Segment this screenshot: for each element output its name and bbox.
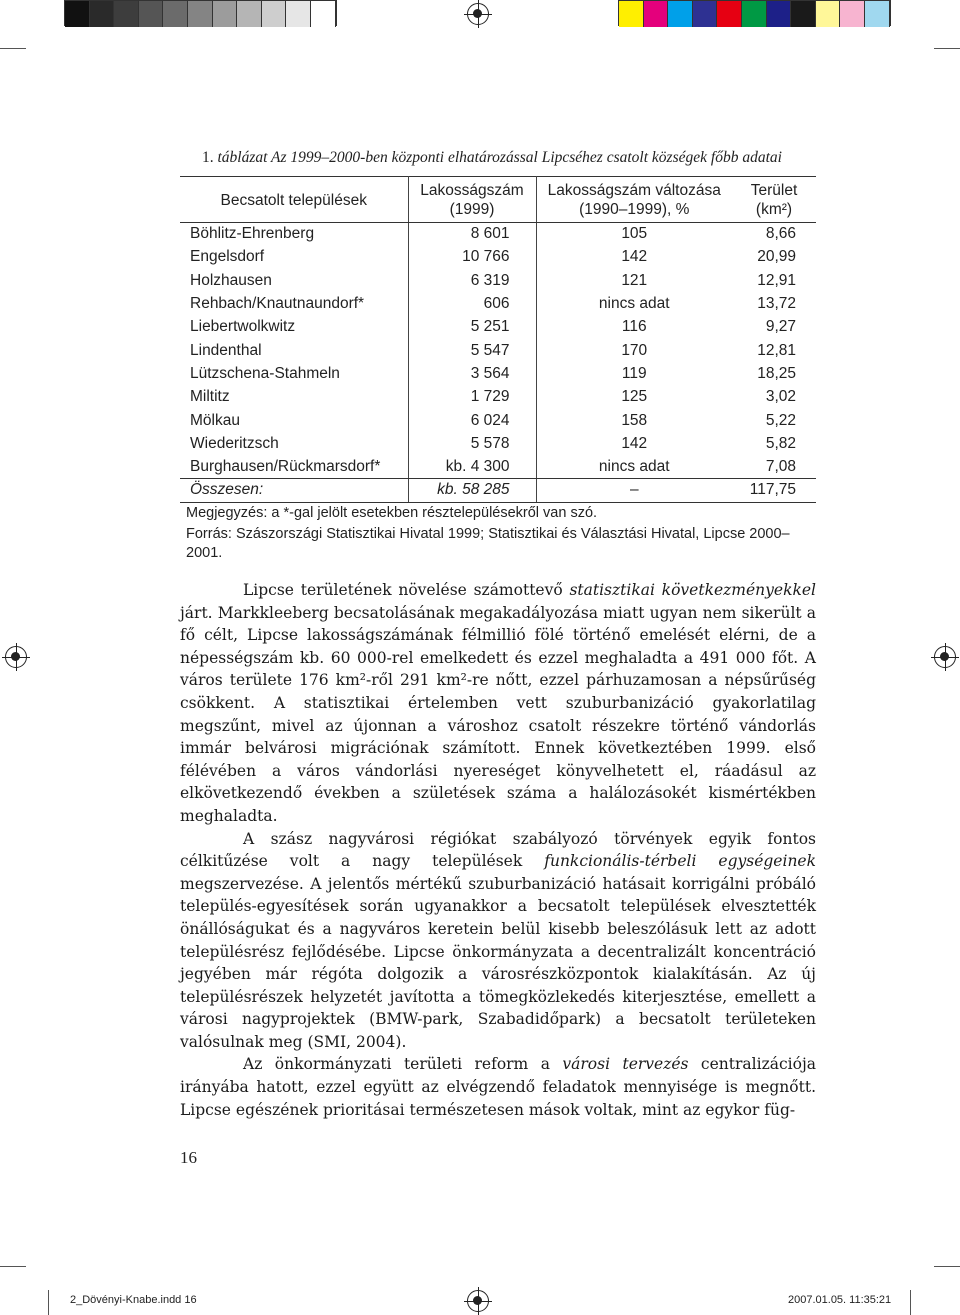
color-swatch	[114, 1, 139, 27]
table-caption-number: 1.	[202, 149, 214, 166]
cell-settlement: Böhlitz-Ehrenberg	[180, 223, 408, 246]
table-source: Forrás: Szászországi Statisztikai Hivatal 1999; Statisztikai és Választási Hivatal, Lipcse 2000–2001.	[186, 526, 790, 561]
cell-area: 7,08	[732, 455, 816, 478]
cell-area: 20,99	[757, 248, 796, 266]
crop-mark	[934, 1266, 960, 1267]
cell-change: 116	[621, 318, 647, 336]
table-row	[180, 339, 816, 362]
color-swatch	[717, 1, 742, 27]
cell-area: 12,81	[757, 341, 796, 359]
header-settlements: Becsatolt települések	[180, 177, 408, 223]
table-header-row	[180, 177, 816, 223]
body-text	[180, 579, 816, 1121]
cell-settlement: Wiederitzsch	[180, 432, 408, 455]
color-swatch-bar	[618, 0, 891, 26]
cell-change: 142	[621, 434, 648, 452]
cell-area: 5,82	[765, 434, 796, 452]
cell-change: 121	[621, 271, 648, 289]
table-row	[180, 246, 816, 269]
registration-mark-icon	[5, 646, 27, 668]
crop-mark	[0, 48, 26, 49]
registration-mark-icon	[467, 1290, 489, 1312]
registration-mark-icon	[934, 646, 956, 668]
crop-mark	[0, 1266, 26, 1267]
header-population-change: Lakosságszám változása (1990–1999), %	[536, 177, 732, 223]
color-swatch	[90, 1, 115, 27]
paragraph: Az önkormányzati területi reform a városi tervezés centralizációja irányába hatott, ezzel együtt az elvégzendő feladatok mennyisége is megnőtt. Lipcse egészének prioritásai természetesen mások voltak, mint az egykor füg-	[180, 1055, 816, 1119]
cell-population: 5 547	[408, 339, 536, 362]
color-swatch	[213, 1, 238, 27]
color-swatch	[693, 1, 718, 27]
header-population: Lakosságszám (1999)	[408, 177, 536, 223]
cell-population: 8 601	[408, 223, 536, 246]
table-note: Megjegyzés: a *-gal jelölt esetekben résztelepülésekről van szó.	[186, 505, 598, 521]
color-swatch	[188, 1, 213, 27]
slug-filename: 2_Dövényi-Knabe.indd 16	[70, 1294, 197, 1306]
cell-area: 13,72	[757, 295, 796, 313]
cell-change: nincs adat	[536, 455, 732, 478]
table-row	[180, 292, 816, 315]
cell-settlement: Engelsdorf	[180, 246, 408, 269]
color-swatch	[65, 1, 90, 27]
cell-population: 6 319	[408, 269, 536, 292]
table-caption	[202, 149, 782, 167]
cell-population: 6 024	[408, 409, 536, 432]
color-swatch	[286, 1, 311, 27]
color-swatch	[237, 1, 262, 27]
color-swatch	[163, 1, 188, 27]
cell-change: 119	[621, 364, 647, 382]
cell-change: 142	[621, 248, 648, 266]
table-row	[180, 455, 816, 478]
table-row	[180, 223, 816, 246]
total-area: 117,75	[732, 479, 816, 502]
cell-change: 158	[621, 411, 648, 429]
cell-area: 9,27	[765, 318, 796, 336]
cell-population: 606	[408, 292, 536, 315]
cell-change: 170	[621, 341, 648, 359]
cell-area: 5,22	[765, 411, 796, 429]
crop-mark	[934, 48, 960, 49]
color-swatch	[767, 1, 792, 27]
cell-area: 3,02	[765, 388, 796, 406]
cell-settlement: Burghausen/Rückmarsdorf*	[180, 455, 408, 478]
color-swatch	[619, 1, 644, 27]
color-swatch	[816, 1, 841, 27]
settlements-table	[180, 176, 816, 503]
cell-settlement: Mölkau	[180, 409, 408, 432]
slug-timestamp: 2007.01.05. 11:35:21	[788, 1294, 892, 1306]
cell-population: kb. 4 300	[408, 455, 536, 478]
cell-area: 8,66	[765, 225, 796, 243]
color-swatch	[865, 1, 890, 27]
registration-mark-icon	[467, 3, 489, 25]
cell-population: 3 564	[408, 362, 536, 385]
cell-change: 125	[621, 388, 648, 406]
color-swatch	[840, 1, 865, 27]
cell-population: 5 251	[408, 316, 536, 339]
cell-settlement: Lützschena-Stahmeln	[180, 362, 408, 385]
cell-change: 105	[621, 225, 648, 243]
color-swatch	[139, 1, 164, 27]
total-label: Összesen:	[180, 479, 408, 502]
table-caption-text: táblázat Az 1999–2000-ben központi elhatározással Lipcséhez csatolt községek főbb adatai	[217, 149, 782, 166]
cell-area: 12,91	[757, 271, 796, 289]
color-swatch	[791, 1, 816, 27]
total-change: –	[536, 479, 732, 502]
table-row	[180, 362, 816, 385]
cell-population: 10 766	[408, 246, 536, 269]
color-swatch	[668, 1, 693, 27]
cell-settlement: Liebertwolkwitz	[180, 316, 408, 339]
grayscale-color-bar	[64, 0, 337, 26]
table-row	[180, 386, 816, 409]
crop-mark	[910, 1290, 911, 1315]
table-row	[180, 409, 816, 432]
color-swatch	[262, 1, 287, 27]
total-population: kb. 58 285	[408, 479, 536, 502]
color-swatch	[311, 1, 336, 27]
cell-population: 1 729	[408, 386, 536, 409]
paragraph: Lipcse területének növelése számottevő statisztikai következményekkel járt. Markkleeberg becsatolásának megakadályozása miatt ugyan nem sikerült a fő célt, Lipcse lakosságszámának félmillió fölé történő emelését elérni, de a népességszám kb. 60 000-rel emelkedett és ezzel meghaladta a 491 000 főt. A város területe 176 km²-ről 291 km²-re nőtt, ezzel párhuzamosan a népsűrűség csökkent. A statisztikai értelemben vett szuburbanizáció gyakorlatilag megszűnt, mivel az újonnan a városhoz csatolt részekre történő vándorlás immár belvárosi migrációnak számított. Ennek következtében 1999. első félévében a város vándorlási nyereséget könyvelhetett el, ráadásul az elkövetkezendő években a születések száma a halálozásokét kismértékben meghaladta.	[180, 581, 816, 825]
table-row	[180, 269, 816, 292]
page-number: 16	[180, 1148, 197, 1167]
cell-population: 5 578	[408, 432, 536, 455]
table-row	[180, 432, 816, 455]
cell-settlement: Rehbach/Knautnaundorf*	[180, 292, 408, 315]
paragraph: A szász nagyvárosi régiókat szabályozó törvények egyik fontos célkitűzése volt a nagy települések funkcionális-térbeli egységeinek megszervezése. A jelentős mértékű szuburbanizáció hatásait korrigálni próbáló település-egyesítések során ugyanakkor a becsatolt települések elvesztették önállóságukat és a nagyváros keretein belül kisebb beleszólásuk lett az adott településrész fejlődésébe. Lipcse önkormányzata a decentralizált koncentráció jegyében már régóta dolgozik a városrészközpontok kialakításán. Az új településrészek helyzetét javította a tömegközlekedés kiterjesztése, emellett a városi nagyprojektek (BMW-park, Szabadidőpark) a becsatolt területeken valósulnak meg (SMI, 2004).	[180, 829, 816, 1051]
cell-settlement: Holzhausen	[180, 269, 408, 292]
cell-settlement: Miltitz	[180, 386, 408, 409]
color-swatch	[644, 1, 669, 27]
color-swatch	[742, 1, 767, 27]
cell-settlement: Lindenthal	[180, 339, 408, 362]
cell-area: 18,25	[757, 364, 796, 382]
table-row	[180, 316, 816, 339]
header-area: Terület (km²)	[732, 177, 816, 223]
crop-mark	[48, 1290, 49, 1315]
table-total-row	[180, 479, 816, 502]
cell-change: nincs adat	[598, 295, 670, 313]
